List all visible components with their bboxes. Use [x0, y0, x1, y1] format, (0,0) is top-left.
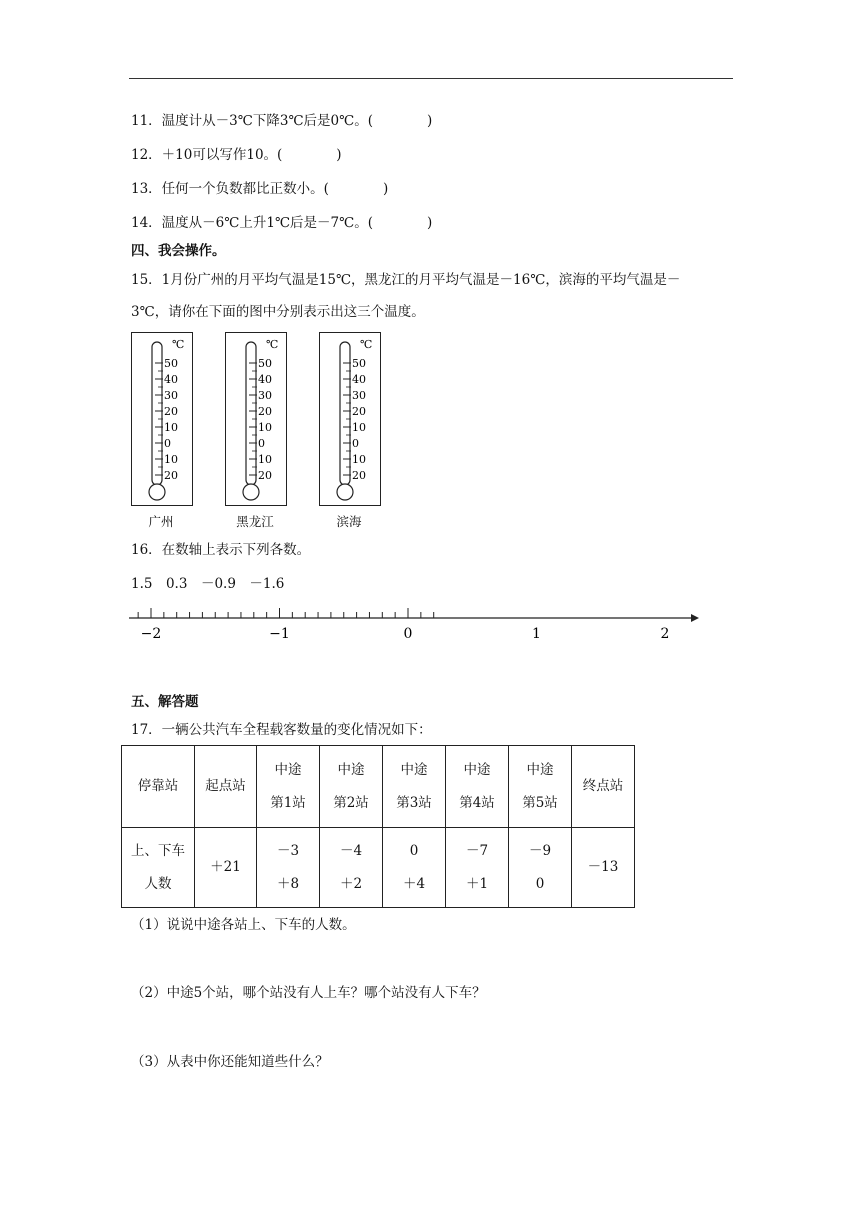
number-line-label: 0 [403, 626, 413, 642]
thermometer-scale-label: 0 [352, 437, 359, 450]
thermometer-scale-label: 20 [258, 405, 272, 418]
thermometer-scale-label: 20 [258, 469, 272, 482]
thermometer-scale-label: 20 [164, 469, 178, 482]
question-16-title: 16．在数轴上表示下列各数。 [131, 542, 311, 558]
table-cell: －13 [572, 828, 635, 908]
thermometer-scale-label: 20 [352, 469, 366, 482]
question-17-title: 17．一辆公共汽车全程载客数量的变化情况如下： [131, 722, 432, 738]
thermometer-scale-label: 30 [164, 389, 178, 402]
question-17-sub-3: （3）从表中你还能知道些什么？ [131, 1054, 329, 1070]
header-cell: 起点站 [195, 746, 257, 828]
thermometer-scale-label: 30 [352, 389, 366, 402]
thermometer-scale-label: 0 [164, 437, 171, 450]
table-cell: －4 ＋2 [320, 828, 383, 908]
thermometer-scale-label: 50 [164, 357, 178, 370]
thermometer-label: 滨海 [336, 514, 362, 529]
header-cell: 中途 第3站 [383, 746, 446, 828]
thermometer-icon [226, 333, 286, 505]
thermometer-scale-label: 10 [352, 421, 366, 434]
thermometer-scale-label: 10 [258, 453, 272, 466]
header-cell: 中途 第1站 [257, 746, 320, 828]
table-header-row [122, 746, 635, 828]
thermometer-label: 黑龙江 [236, 514, 274, 529]
thermometer-unit: ℃ [172, 338, 185, 351]
thermometer-scale-label: 40 [352, 373, 366, 386]
question-11: 11．温度计从－3℃下降3℃后是0℃。( ) [131, 113, 433, 129]
thermometer-box [225, 332, 287, 506]
question-16-numbers: 1.5 0.3 －0.9 －1.6 [131, 576, 285, 592]
thermometer-scale-label: 0 [258, 437, 265, 450]
thermometer-box [131, 332, 193, 506]
question-15-line-1: 15．1月份广州的月平均气温是15℃，黑龙江的月平均气温是－16℃，滨海的平均气温是－ [131, 272, 681, 288]
header-cell: 中途 第4站 [446, 746, 509, 828]
header-rule [129, 78, 733, 79]
number-line [125, 600, 705, 648]
thermometer-scale-label: 10 [352, 453, 366, 466]
number-line-label: −1 [269, 626, 290, 642]
thermometer-scale-label: 10 [164, 453, 178, 466]
question-14: 14．温度从－6℃上升1℃后是－7℃。( ) [131, 215, 433, 231]
question-12: 12．＋10可以写作10。( ) [131, 147, 342, 163]
header-cell: 停靠站 [122, 746, 195, 828]
bus-passenger-table [121, 745, 635, 908]
arrow-right-icon [691, 614, 699, 622]
row-label-cell: 上、下车 人数 [122, 828, 195, 908]
table-row [122, 828, 635, 908]
number-line-label: −2 [140, 626, 162, 642]
question-13: 13．任何一个负数都比正数小。( ) [131, 181, 389, 197]
thermometer-scale-label: 50 [352, 357, 366, 370]
thermometer-icon [132, 333, 192, 505]
thermometer-label: 广州 [148, 514, 174, 529]
thermometer-unit: ℃ [360, 338, 373, 351]
header-cell: 中途 第2站 [320, 746, 383, 828]
number-line-label: 1 [532, 626, 541, 642]
header-cell: 中途 第5站 [509, 746, 572, 828]
thermometer-icon [320, 333, 380, 505]
thermometer-scale-label: 50 [258, 357, 272, 370]
thermometer-scale-label: 20 [352, 405, 366, 418]
thermometer-unit: ℃ [266, 338, 279, 351]
thermometer-scale-label: 40 [164, 373, 178, 386]
thermometer-scale-label: 30 [258, 389, 272, 402]
table-cell: －3 ＋8 [257, 828, 320, 908]
thermometer-scale-label: 10 [258, 421, 272, 434]
thermometer-scale-label: 10 [164, 421, 178, 434]
table-cell: 0 ＋4 [383, 828, 446, 908]
question-17-sub-2: （2）中途5个站，哪个站没有人上车？哪个站没有人下车？ [131, 985, 486, 1001]
section-4-title: 四、我会操作。 [131, 243, 226, 259]
question-15-line-2: 3℃，请你在下面的图中分别表示出这三个温度。 [131, 304, 425, 320]
thermometer-scale-label: 20 [164, 405, 178, 418]
table-cell: －9 0 [509, 828, 572, 908]
table-cell: －7 ＋1 [446, 828, 509, 908]
section-5-title: 五、解答题 [131, 694, 199, 710]
table-cell: ＋21 [195, 828, 257, 908]
question-17-sub-1: （1）说说中途各站上、下车的人数。 [131, 917, 356, 933]
thermometer-scale-label: 40 [258, 373, 272, 386]
number-line-label: 2 [660, 626, 670, 642]
thermometer-box [319, 332, 381, 506]
header-cell: 终点站 [572, 746, 635, 828]
